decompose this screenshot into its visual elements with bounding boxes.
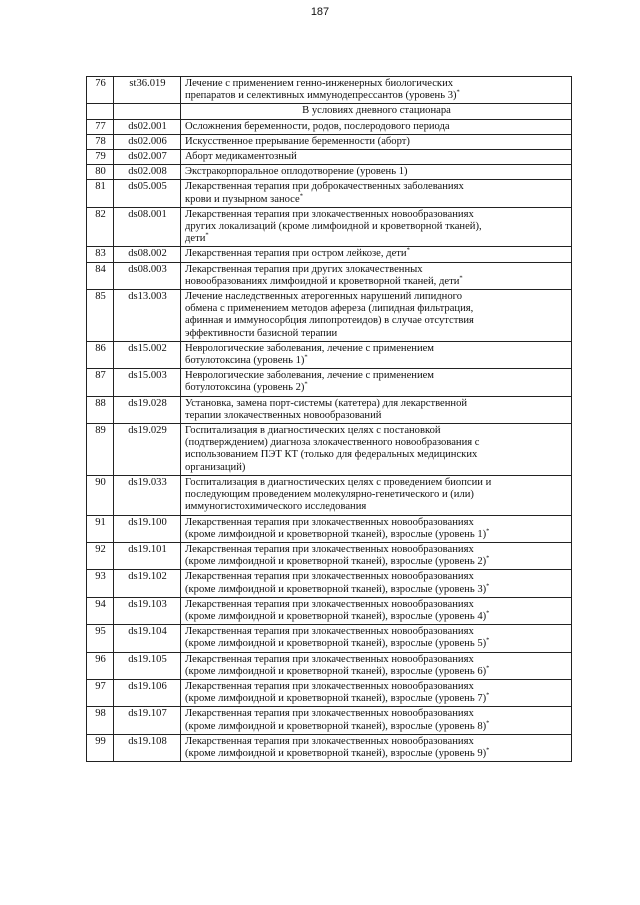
group-description [181,119,572,134]
description-text: Госпитализация в диагностических целях с проведением биопсии и последующим проведением молекулярно-генетического и (или) иммуногистохимического исследования [185,476,492,513]
section-empty-num [87,104,114,119]
row-number: 98 [87,707,114,734]
row-number: 76 [87,77,114,104]
group-code: ds19.105 [114,652,181,679]
group-description [181,707,572,734]
footnote-marker: * [486,527,490,535]
description-text: Осложнения беременности, родов, послеродового периода [185,120,450,132]
description-text: Аборт медикаментозный [185,151,297,163]
footnote-marker: * [304,353,308,361]
group-description [181,734,572,761]
group-description [181,424,572,476]
table-row [87,475,572,515]
group-code: ds19.108 [114,734,181,761]
group-code: ds13.003 [114,290,181,342]
description-text: Лекарственная терапия при злокачественных новообразованиях (кроме лимфоидной и кроветворной тканей), взрослые (уровень 5) [185,626,487,650]
table-row [87,207,572,247]
table-row [87,165,572,180]
table-row [87,134,572,149]
section-row [87,104,572,119]
footnote-marker: * [456,88,460,96]
row-number: 90 [87,475,114,515]
description-text: Лекарственная терапия при злокачественных новообразованиях (кроме лимфоидной и кроветворной тканей), взрослые (уровень 4) [185,598,487,622]
table-row [87,180,572,207]
group-code: ds19.107 [114,707,181,734]
row-number: 85 [87,290,114,342]
row-number: 95 [87,625,114,652]
table-row [87,119,572,134]
footnote-marker: * [406,246,410,254]
description-text: Лекарственная терапия при остром лейкозе, дети [185,248,407,260]
csg-table [86,76,572,762]
table-row [87,652,572,679]
group-code: ds08.001 [114,207,181,247]
group-description [181,652,572,679]
footnote-marker: * [486,609,490,617]
footnote-marker: * [486,719,490,727]
group-description [181,290,572,342]
description-text: Лекарственная терапия при доброкачественных заболеваниях крови и пузырном заносе [185,181,464,205]
description-text: Госпитализация в диагностических целях с постановкой (подтверждением) диагноза злокачественного новообразования с использованием ПЭТ КТ (только для федеральных медицинских организаций) [185,425,480,473]
table-row [87,734,572,761]
description-text: Искусственное прерывание беременности (аборт) [185,135,410,147]
group-code: ds19.100 [114,515,181,542]
section-empty-code [114,104,181,119]
row-number: 88 [87,396,114,423]
description-text: Лекарственная терапия при злокачественных новообразованиях других локализаций (кроме лимфоидной и кроветворной тканей), дети [185,208,482,245]
group-description [181,341,572,368]
table-row [87,369,572,396]
group-description [181,542,572,569]
group-code: ds19.103 [114,597,181,624]
group-description [181,570,572,597]
row-number: 86 [87,341,114,368]
row-number: 78 [87,134,114,149]
group-code: ds15.003 [114,369,181,396]
table-body [87,77,572,762]
footnote-marker: * [486,581,490,589]
description-text: Лекарственная терапия при злокачественных новообразованиях (кроме лимфоидной и кроветворной тканей), взрослые (уровень 7) [185,680,487,705]
row-number: 94 [87,597,114,624]
row-number: 84 [87,262,114,289]
group-code: ds15.002 [114,341,181,368]
row-number: 91 [87,515,114,542]
description-text: Неврологические заболевания, лечение с применением ботулотоксина (уровень 2) [185,370,435,394]
table-row [87,341,572,368]
group-description [181,625,572,652]
row-number: 96 [87,652,114,679]
row-number: 89 [87,424,114,476]
group-code: ds05.005 [114,180,181,207]
table-row [87,424,572,476]
table-row [87,247,572,262]
table-row [87,597,572,624]
description-text: Лекарственная терапия при злокачественных новообразованиях (кроме лимфоидной и кроветворной тканей), взрослые (уровень 8) [185,708,487,732]
description-text: Лекарственная терапия при злокачественных новообразованиях (кроме лимфоидной и кроветворной тканей), взрослые (уровень 9) [185,735,487,759]
table-row [87,290,572,342]
group-code: ds19.106 [114,679,181,706]
group-code: ds02.001 [114,119,181,134]
section-heading: В условиях дневного стационара [181,104,572,119]
description-text: Лекарственная терапия при злокачественных новообразованиях (кроме лимфоидной и кроветворной тканей), взрослые (уровень 2) [185,543,487,568]
row-number: 97 [87,679,114,706]
page-number: 187 [310,6,330,18]
footnote-marker: * [459,274,463,282]
row-number: 77 [87,119,114,134]
table-row [87,542,572,569]
row-number: 81 [87,180,114,207]
group-code: ds02.006 [114,134,181,149]
description-text: Лечение с применением генно-инженерных биологических препаратов и селективных иммунодепрессантов (уровень 3) [185,78,457,102]
footnote-marker: * [299,192,303,200]
footnote-marker: * [304,380,308,388]
table-row [87,679,572,706]
table-row [87,515,572,542]
description-text: Лекарственная терапия при других злокачественных новообразованиях лимфоидной и кроветворной тканей, дети [185,263,460,287]
row-number: 92 [87,542,114,569]
footnote-marker: * [486,664,490,672]
row-number: 93 [87,570,114,597]
group-description [181,515,572,542]
table-row [87,396,572,423]
group-description [181,134,572,149]
table-row [87,262,572,289]
group-code: ds19.029 [114,424,181,476]
description-text: Экстракорпоральное оплодотворение (уровень 1) [185,166,408,178]
group-description [181,247,572,262]
footnote-marker: * [205,231,209,239]
row-number: 87 [87,369,114,396]
footnote-marker: * [486,746,490,754]
group-description [181,180,572,207]
footnote-marker: * [486,554,490,562]
group-code: ds08.003 [114,262,181,289]
table-row [87,150,572,165]
group-code: ds19.102 [114,570,181,597]
row-number: 82 [87,207,114,247]
group-description [181,396,572,423]
description-text: Лечение наследственных атерогенных нарушений липидного обмена с применением методов афереза (липидная фильтрация, афинная и иммуносорбция липопротеидов) в случае отсутствия эффективности базисной терапии [185,291,474,339]
group-code: ds02.007 [114,150,181,165]
group-description [181,150,572,165]
group-code: ds19.033 [114,475,181,515]
description-text: Лекарственная терапия при злокачественных новообразованиях (кроме лимфоидной и кроветворной тканей), взрослые (уровень 1) [185,516,487,540]
group-code: ds19.101 [114,542,181,569]
group-code: ds19.028 [114,396,181,423]
description-text: Установка, замена порт-системы (катетера) для лекарственной терапии злокачественных новообразований [185,397,468,421]
group-description [181,475,572,515]
group-description [181,262,572,289]
row-number: 83 [87,247,114,262]
row-number: 79 [87,150,114,165]
group-code: ds19.104 [114,625,181,652]
group-description [181,207,572,247]
table-row [87,707,572,734]
group-description [181,679,572,706]
table-row [87,625,572,652]
row-number: 99 [87,734,114,761]
group-description [181,165,572,180]
group-code: ds02.008 [114,165,181,180]
description-text: Лекарственная терапия при злокачественных новообразованиях (кроме лимфоидной и кроветворной тканей), взрослые (уровень 6) [185,653,487,677]
group-description [181,369,572,396]
group-description [181,597,572,624]
row-number: 80 [87,165,114,180]
description-text: Лекарственная терапия при злокачественных новообразованиях (кроме лимфоидной и кроветворной тканей), взрослые (уровень 3) [185,571,487,595]
group-code: st36.019 [114,77,181,104]
footnote-marker: * [486,636,490,644]
table-row [87,77,572,104]
group-code: ds08.002 [114,247,181,262]
footnote-marker: * [486,691,490,699]
group-description [181,77,572,104]
table-row [87,570,572,597]
description-text: Неврологические заболевания, лечение с применением ботулотоксина (уровень 1) [185,342,435,367]
